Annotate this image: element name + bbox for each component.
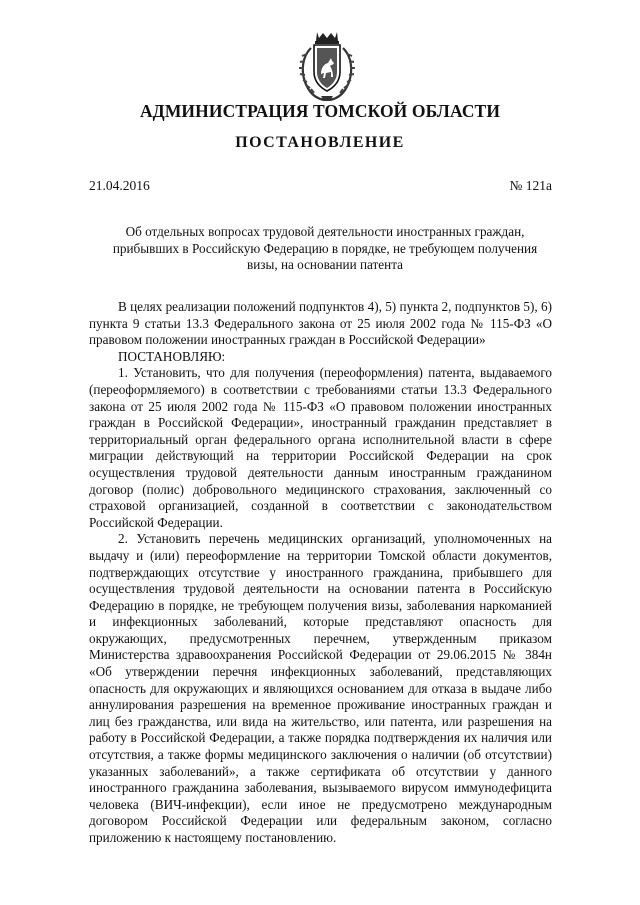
resolve-paragraph: ПОСТАНОВЛЯЮ: [118,348,226,364]
document-number: № 121а [509,178,552,193]
clause-paragraph: 1. Установить, что для получения (переоформления) патента, выдаваемого (переоформляемого) в соответствии с требованиями статьи 13.3 Федерального закона от 25 июля 2002 года № 115-ФЗ «О правовом положении иностранных граждан в Российской Федерации», иностранный гражданин представляет в территориальный орган федерального органа исполнительной власти в сфере миграции действующий на территории Российской Федерации на срок осуществления трудовой деятельности данным иностранным гражданином договор (полис) добровольного медицинского страхования, заключенный со страховой организацией, созданной в соответствии с законодательством Российской Федерации. [89,365,552,530]
organization-title: АДМИНИСТРАЦИЯ ТОМСКОЙ ОБЛАСТИ [139,101,501,121]
preamble-paragraph: В целях реализации положений подпунктов 4), 5) пункта 2, подпунктов 5), 6) пункта 9 статьи 13.3 Федерального закона от 25 июля 2002 года № 115-ФЗ «О правовом положении иностранных граждан в Российской Федерации» [89,299,552,348]
document-type: ПОСТАНОВЛЕНИЕ [235,134,405,151]
document-meta [89,178,552,194]
document-date: 21.04.2016 [89,178,150,193]
document-subject: Об отдельных вопросах трудовой деятельности иностранных граждан, прибывших в Российскую Федерацию в порядке, не требующем получения визы, на основании патента [112,224,538,273]
tomsk-oblast-coat-of-arms-icon [297,30,357,102]
clause-paragraph: 2. Установить перечень медицинских организаций, уполномоченных на выдачу и (или) переоформление на территории Томской области документов, подтверждающих отсутствие у иностранного гражданина, прибывшего для осуществления трудовой деятельности на основании патента в Российскую Федерацию в порядке, не требующем получения визы, заболевания наркоманией и инфекционных заболеваний, которые представляют опасность для окружающих, предусмотренных перечнем, утвержденным приказом Министерства здравоохранения Российской Федерации от 29.06.2015 № 384н «Об утверждении перечня инфекционных заболеваний, представляющих опасность для окружающих и являющихся основанием для отказа в выдаче либо аннулирования разрешения на временное проживание иностранных граждан и лиц без гражданства, или вида на жительство, или патента, или разрешения на работу в Российской Федерации, а также порядка подтверждения их наличия или отсутствия, а также формы медицинского заключения о наличии (об отсутствии) указанных заболеваний», а также сертификата об отсутствии у данного иностранного гражданина заболевания, вызываемого вирусом иммунодефицита человека (ВИЧ-инфекции), если иное не предусмотрено международным договором Российской Федерации или федеральным законом, согласно приложению к настоящему постановлению. [89,531,552,845]
document-body [89,299,552,847]
